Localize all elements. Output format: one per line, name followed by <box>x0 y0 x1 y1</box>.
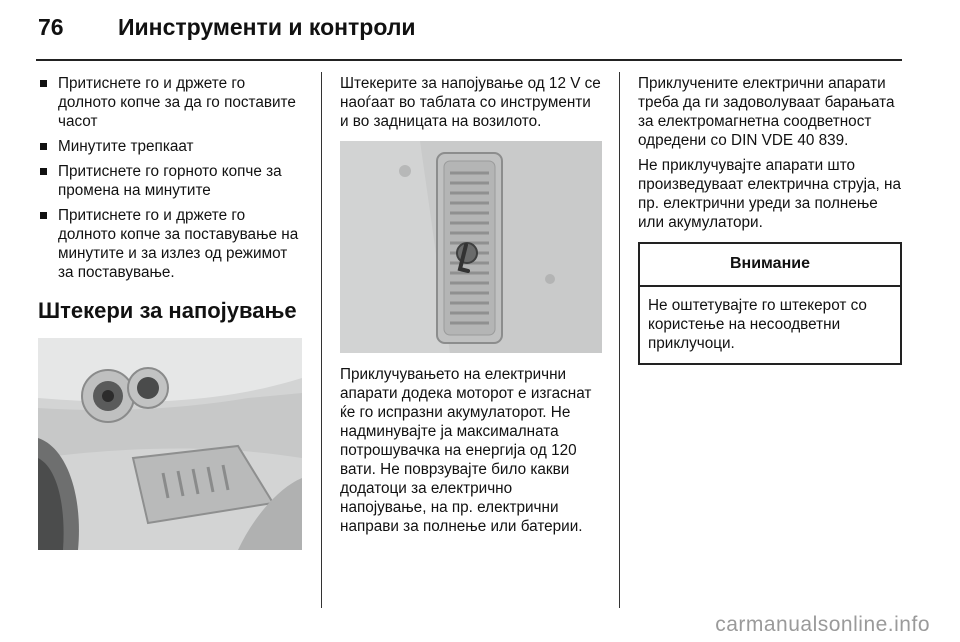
compliance-paragraph: Приклучените електрични апарати треба да ги задоволуваат барањата за електромагнетна соодветност одредени со DIN VDE 40 839. <box>638 75 895 149</box>
instruction-item: Притиснете го и држете го долното копче за да го поставите часот <box>38 74 302 131</box>
page-number: 76 <box>38 14 64 40</box>
instruction-list <box>38 74 302 282</box>
column-right <box>638 74 902 365</box>
column-divider <box>619 72 620 608</box>
column-divider <box>321 72 322 608</box>
warning-title: Внимание <box>640 244 900 287</box>
instruction-item: Притиснете го горното копче за промена на минутите <box>38 162 302 200</box>
warning-text: Не оштетувајте го штекерот со користење на несоодветни приклучоци. <box>648 297 867 352</box>
instruction-item: Минутите трепкаат <box>38 137 302 156</box>
caution-paragraph: Не приклучувајте апарати што произведуваат електрична струја, на пр. електрични уреди за полнење или акумулатори. <box>638 157 901 231</box>
warning-box <box>638 242 902 365</box>
column-middle <box>340 74 602 542</box>
instruction-item: Притиснете го и држете го долното копче за поставување на минутите и за излез од режимот за поставување. <box>38 206 302 282</box>
rear-socket-photo <box>340 141 602 353</box>
watermark: carmanualsonline.info <box>715 613 930 636</box>
section-heading: Штекери за напојување <box>38 298 297 323</box>
intro-paragraph: Штекерите за напојување од 12 V се наоѓаат во таблата со инструменти и во задницата на возилото. <box>340 75 601 130</box>
body-paragraph: Приклучувањето на електрични апарати додека моторот е изгаснат ќе го испразни акумулаторот. Не надминувајте ја максималната потрошувачка на енергија од 120 вати. Не поврзувајте било какви додатоци за електрично напојување, на пр. електрични направи за полнење или батерии. <box>340 366 592 535</box>
column-left <box>38 74 302 550</box>
header-divider <box>36 59 902 61</box>
dashboard-socket-photo <box>38 338 302 550</box>
section-title: Иинструменти и контроли <box>118 14 416 40</box>
